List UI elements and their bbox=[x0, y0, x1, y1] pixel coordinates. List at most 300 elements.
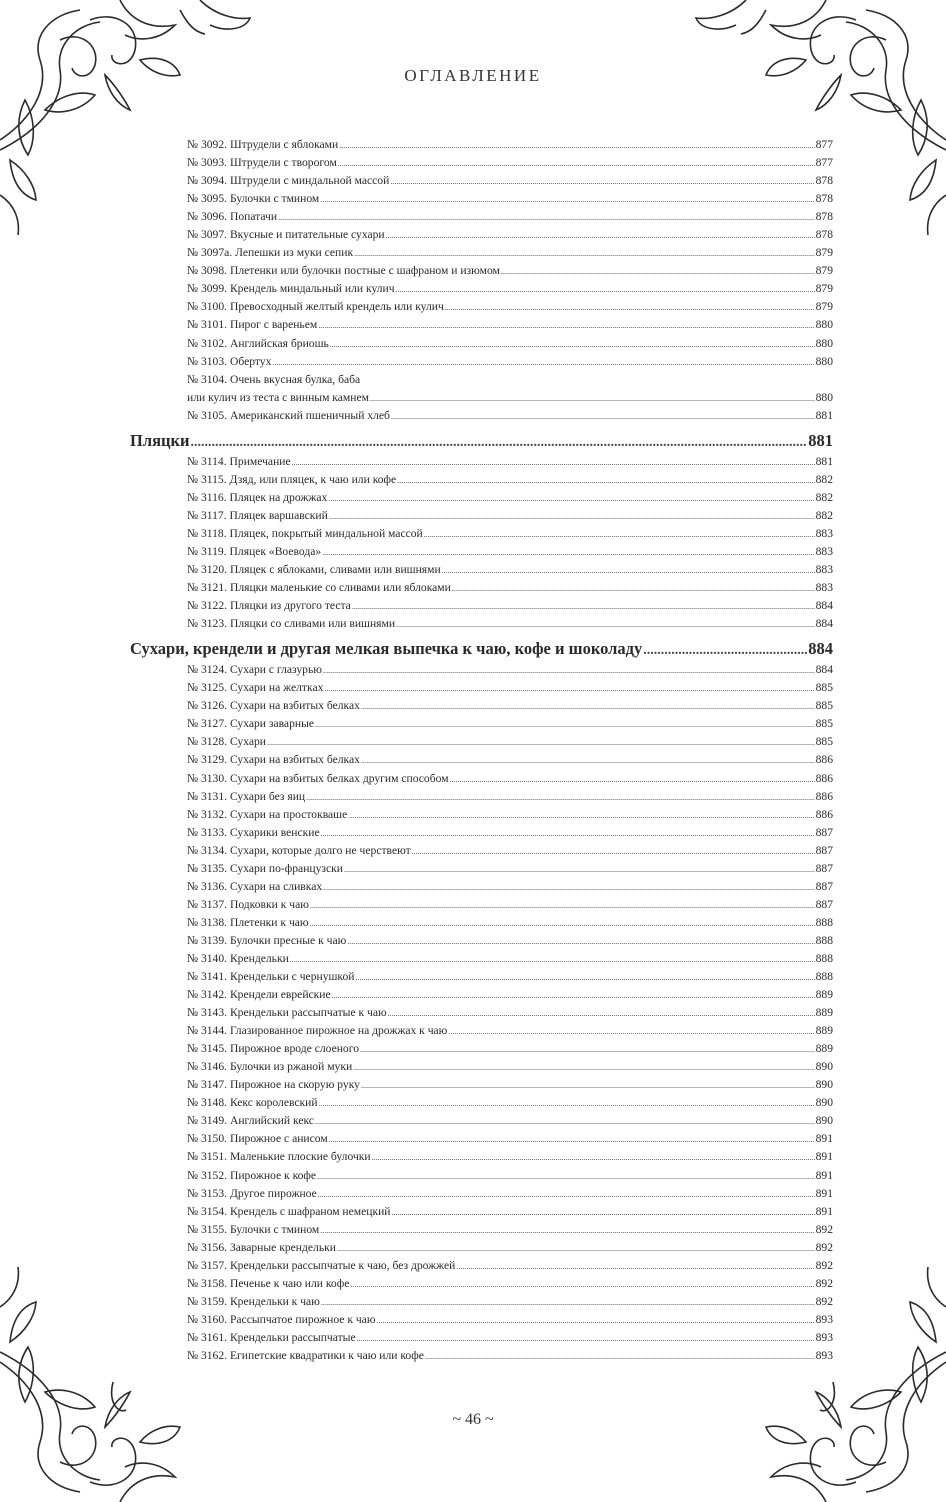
entry-title bbox=[187, 932, 346, 950]
entry-title-text: Обертух bbox=[229, 354, 272, 368]
toc-entry[interactable] bbox=[130, 1076, 833, 1094]
toc-entry[interactable] bbox=[130, 1221, 833, 1239]
dot-leader bbox=[353, 1059, 814, 1077]
entry-title-text: Примечание bbox=[229, 454, 291, 468]
dot-leader bbox=[290, 951, 815, 969]
entry-title-text: Пирожное на скорую руку bbox=[229, 1078, 360, 1092]
entry-page-number: 878 bbox=[815, 228, 833, 242]
toc-entry[interactable] bbox=[130, 806, 833, 824]
dot-leader bbox=[448, 1023, 814, 1041]
entry-number: № 3156. bbox=[187, 1240, 228, 1254]
entry-number: № 3129. bbox=[187, 753, 228, 767]
dot-leader bbox=[320, 1222, 814, 1240]
entry-page-number: 885 bbox=[815, 735, 833, 749]
dot-leader bbox=[339, 137, 814, 155]
entry-title bbox=[187, 543, 321, 561]
entry-title-text: Подковки к чаю bbox=[229, 897, 309, 911]
toc-entry[interactable] bbox=[130, 1293, 833, 1311]
entry-title-text: Заварные крендельки bbox=[229, 1240, 336, 1254]
toc-entry[interactable] bbox=[130, 208, 833, 226]
entry-page-number: 884 bbox=[815, 617, 833, 631]
entry-title bbox=[187, 154, 337, 172]
toc-entry[interactable] bbox=[130, 172, 833, 190]
entry-title bbox=[187, 407, 390, 425]
toc-entry[interactable] bbox=[130, 896, 833, 914]
entry-number: № 3117. bbox=[187, 508, 227, 522]
dot-leader bbox=[267, 734, 815, 752]
entry-title bbox=[187, 1148, 371, 1166]
entry-number: № 3098. bbox=[187, 264, 228, 278]
toc-entry[interactable] bbox=[130, 316, 833, 334]
toc-entry[interactable] bbox=[130, 751, 833, 769]
dot-leader bbox=[501, 263, 815, 281]
entry-number: № 3151. bbox=[187, 1150, 228, 1164]
dot-leader bbox=[318, 1186, 815, 1204]
entry-page-number: 879 bbox=[815, 246, 833, 260]
dot-leader bbox=[354, 245, 815, 263]
toc-entry[interactable] bbox=[130, 986, 833, 1004]
entry-title bbox=[187, 1329, 356, 1347]
entry-page-number: 888 bbox=[815, 915, 833, 929]
entry-page-number: 884 bbox=[815, 663, 833, 677]
entry-number: № 3161. bbox=[187, 1330, 228, 1344]
entry-page-number: 893 bbox=[815, 1330, 833, 1344]
entry-number: № 3092. bbox=[187, 138, 228, 151]
entry-title bbox=[187, 262, 500, 280]
entry-title bbox=[187, 1203, 391, 1221]
entry-number: № 3125. bbox=[187, 681, 228, 695]
entry-title-text: Крендельки bbox=[229, 951, 289, 965]
toc-entry[interactable] bbox=[130, 1185, 833, 1203]
entry-title bbox=[187, 1112, 314, 1130]
entry-title-text: Сухари на взбитых белках bbox=[229, 753, 360, 767]
entry-title-text: Крендель миндальный или кулич bbox=[229, 282, 395, 296]
entry-page-number: 892 bbox=[815, 1258, 833, 1272]
toc-entry[interactable] bbox=[130, 1094, 833, 1112]
toc-entry[interactable] bbox=[130, 1203, 833, 1221]
entry-number: № 3135. bbox=[187, 861, 228, 875]
entry-title-text: Другое пирожное bbox=[229, 1186, 317, 1200]
dot-leader bbox=[278, 209, 815, 227]
entry-number: № 3122. bbox=[187, 599, 228, 613]
dot-leader bbox=[392, 1204, 815, 1222]
toc-entry[interactable] bbox=[130, 950, 833, 968]
entry-page-number: 887 bbox=[815, 843, 833, 857]
entry-title-text: Сухари на желтках bbox=[229, 681, 324, 695]
entry-title-text: Штрудели с творогом bbox=[229, 156, 337, 170]
entry-page-number: 890 bbox=[815, 1060, 833, 1074]
dot-leader bbox=[323, 662, 815, 680]
toc-entry[interactable] bbox=[130, 1112, 833, 1130]
entry-number: № 3114. bbox=[187, 454, 227, 468]
toc-entry[interactable] bbox=[130, 1257, 833, 1275]
entry-page-number: 880 bbox=[815, 318, 833, 332]
entry-page-number: 885 bbox=[815, 699, 833, 713]
dot-leader bbox=[191, 431, 808, 455]
section-page-number: 884 bbox=[808, 639, 833, 659]
toc-entry[interactable] bbox=[130, 679, 833, 697]
dot-leader bbox=[445, 299, 815, 317]
entry-number: № 3120. bbox=[187, 563, 228, 577]
entry-number: № 3143. bbox=[187, 1006, 228, 1020]
entry-page-number: 878 bbox=[815, 210, 833, 224]
dot-leader bbox=[412, 843, 815, 861]
entry-title-text: Крендельки рассыпчатые к чаю bbox=[229, 1006, 387, 1020]
toc-entry[interactable] bbox=[130, 154, 833, 172]
dot-leader bbox=[424, 526, 815, 544]
toc-entry[interactable] bbox=[130, 335, 833, 353]
toc-entry[interactable] bbox=[130, 878, 833, 896]
entry-title-text: Пляцек, покрытый миндальной массой bbox=[229, 526, 423, 540]
entry-page-number: 890 bbox=[815, 1078, 833, 1092]
entry-title-text: Сухари на взбитых белках другим способом bbox=[229, 771, 449, 785]
entry-title bbox=[187, 661, 322, 679]
entry-page-number: 879 bbox=[815, 264, 833, 278]
entry-title bbox=[187, 1040, 359, 1058]
dot-leader bbox=[396, 616, 815, 634]
entry-title bbox=[187, 733, 266, 751]
entry-page-number: 886 bbox=[815, 789, 833, 803]
toc-entry[interactable] bbox=[130, 788, 833, 806]
entry-page-number: 892 bbox=[815, 1276, 833, 1290]
toc-entry[interactable] bbox=[130, 1167, 833, 1185]
entry-title-text: Превосходный желтый крендель или кулич bbox=[229, 300, 444, 314]
toc-entry[interactable] bbox=[130, 453, 833, 471]
entry-page-number: 881 bbox=[815, 408, 833, 422]
entry-title bbox=[187, 1347, 424, 1365]
dot-leader bbox=[350, 1276, 814, 1294]
entry-title-text: Попатачи bbox=[229, 210, 278, 224]
entry-title-text: Пирог с вареньем bbox=[229, 318, 318, 332]
entry-title bbox=[187, 1076, 360, 1094]
toc-entry[interactable] bbox=[130, 226, 833, 244]
entry-number: № 3126. bbox=[187, 699, 228, 713]
entry-title-text: Египетские квадратики к чаю или кофе bbox=[229, 1349, 424, 1362]
toc-entry[interactable] bbox=[130, 860, 833, 878]
toc-entry[interactable] bbox=[130, 280, 833, 298]
entry-number: № 3139. bbox=[187, 933, 228, 947]
entry-title bbox=[187, 507, 328, 525]
entry-title bbox=[187, 788, 305, 806]
entry-page-number: 888 bbox=[815, 951, 833, 965]
entry-title bbox=[187, 244, 353, 262]
entry-title-text: Пирожное вроде слоеного bbox=[229, 1042, 359, 1056]
entry-title-text: Сухари на взбитых белках bbox=[229, 699, 360, 713]
entry-title-text: Очень вкусная булка, баба bbox=[229, 372, 361, 386]
entry-number: № 3145. bbox=[187, 1042, 228, 1056]
entry-title bbox=[187, 1275, 349, 1293]
toc-entry[interactable] bbox=[130, 371, 833, 389]
entry-title-text: Сухари без яиц bbox=[229, 789, 306, 803]
entry-number: № 3093. bbox=[187, 156, 228, 170]
entry-page-number: 879 bbox=[815, 282, 833, 296]
entry-page-number: 890 bbox=[815, 1096, 833, 1110]
entry-number: № 3097а. bbox=[187, 246, 233, 260]
entry-title-text: Пляцек «Воевода» bbox=[229, 544, 322, 558]
toc-entry[interactable] bbox=[130, 661, 833, 679]
toc-entry[interactable] bbox=[130, 733, 833, 751]
entry-page-number: 891 bbox=[815, 1150, 833, 1164]
entry-number: № 3101. bbox=[187, 318, 228, 332]
entry-title bbox=[187, 1185, 317, 1203]
entry-title bbox=[187, 280, 395, 298]
toc-entry[interactable] bbox=[130, 1311, 833, 1329]
entry-number: № 3136. bbox=[187, 879, 228, 893]
entry-title bbox=[187, 896, 309, 914]
dot-leader bbox=[317, 1168, 815, 1186]
entry-title bbox=[187, 1130, 328, 1148]
entry-page-number: 893 bbox=[815, 1312, 833, 1326]
entry-title-text: Сухари по-французски bbox=[229, 861, 343, 875]
toc-entry[interactable] bbox=[130, 298, 833, 316]
dot-leader bbox=[352, 598, 815, 616]
dot-leader bbox=[328, 490, 814, 508]
entry-title bbox=[187, 371, 360, 389]
entry-page-number: 878 bbox=[815, 174, 833, 188]
toc-entry[interactable] bbox=[130, 489, 833, 507]
entry-title-text: Плетенки к чаю bbox=[229, 915, 309, 929]
entry-number: № 3128. bbox=[187, 735, 228, 749]
toc-section-heading[interactable] bbox=[130, 637, 833, 661]
dot-leader bbox=[456, 1258, 814, 1276]
toc-entry[interactable] bbox=[130, 561, 833, 579]
entry-number: № 3131. bbox=[187, 789, 228, 803]
entry-title-text: Булочки с тмином bbox=[229, 192, 320, 206]
entry-page-number: 889 bbox=[815, 988, 833, 1002]
toc-entry-continuation[interactable] bbox=[130, 389, 833, 407]
entry-page-number: 885 bbox=[815, 681, 833, 695]
entry-title bbox=[187, 615, 395, 633]
entry-number: № 3118. bbox=[187, 526, 227, 540]
entry-title-text: Сухари, которые долго не черствеют bbox=[229, 843, 411, 857]
toc-entry[interactable] bbox=[130, 543, 833, 561]
entry-number: № 3132. bbox=[187, 807, 228, 821]
entry-title-text: Лепешки из муки сепик bbox=[235, 246, 354, 260]
entry-number: № 3094. bbox=[187, 174, 228, 188]
dot-leader bbox=[357, 1330, 815, 1348]
entry-page-number: 882 bbox=[815, 472, 833, 486]
entry-title bbox=[187, 136, 338, 154]
entry-title bbox=[187, 1094, 318, 1112]
dot-leader bbox=[338, 155, 815, 173]
toc-entry[interactable] bbox=[130, 715, 833, 733]
toc-entry[interactable] bbox=[130, 1275, 833, 1293]
page-number: ~ 46 ~ bbox=[452, 1411, 494, 1428]
entry-title bbox=[187, 1239, 336, 1257]
dot-leader bbox=[388, 1005, 815, 1023]
entry-title bbox=[187, 679, 323, 697]
toc-entry[interactable] bbox=[130, 507, 833, 525]
dot-leader bbox=[344, 861, 815, 879]
entry-title bbox=[187, 561, 441, 579]
entry-page-number: 891 bbox=[815, 1204, 833, 1218]
dot-leader bbox=[329, 1131, 815, 1149]
toc-entry[interactable] bbox=[130, 1022, 833, 1040]
toc-entry[interactable] bbox=[130, 136, 833, 154]
entry-title bbox=[187, 1058, 352, 1076]
dot-leader bbox=[361, 698, 815, 716]
toc-entry[interactable] bbox=[130, 1329, 833, 1347]
entry-title bbox=[187, 172, 389, 190]
entry-page-number: 892 bbox=[815, 1240, 833, 1254]
toc-entry[interactable] bbox=[130, 842, 833, 860]
toc-entry[interactable] bbox=[130, 1347, 833, 1365]
entry-title-text: Булочки из ржаной муки bbox=[229, 1060, 353, 1074]
toc-entry[interactable] bbox=[130, 968, 833, 986]
dot-leader bbox=[318, 317, 814, 335]
entry-title-text: Сухари с глазурью bbox=[229, 663, 322, 677]
toc-entry[interactable] bbox=[130, 615, 833, 633]
entry-title-text: Пляцки из другого теста bbox=[229, 599, 351, 613]
toc-entry[interactable] bbox=[130, 1130, 833, 1148]
entry-title bbox=[187, 751, 360, 769]
entry-number: № 3103. bbox=[187, 354, 228, 368]
entry-page-number: 892 bbox=[815, 1222, 833, 1236]
entry-title-text: Печенье к чаю или кофе bbox=[229, 1276, 350, 1290]
dot-leader bbox=[386, 227, 815, 245]
entry-number: № 3155. bbox=[187, 1222, 228, 1236]
dot-leader bbox=[310, 915, 815, 933]
entry-title bbox=[187, 1293, 320, 1311]
entry-page-number: 892 bbox=[815, 1294, 833, 1308]
entry-title-text: Рассыпчатое пирожное к чаю bbox=[229, 1312, 376, 1326]
section-title: Пляцки bbox=[130, 430, 190, 450]
entry-number: № 3102. bbox=[187, 336, 228, 350]
entry-title-text: Кекс королевский bbox=[229, 1096, 318, 1110]
entry-page-number: 887 bbox=[815, 861, 833, 875]
entry-number: № 3127. bbox=[187, 717, 228, 731]
entry-page-number: 886 bbox=[815, 807, 833, 821]
entry-number: № 3100. bbox=[187, 300, 228, 314]
entry-number: № 3162. bbox=[187, 1349, 228, 1362]
entry-title-text: Пирожное к кофе bbox=[229, 1168, 317, 1182]
dot-leader bbox=[319, 1095, 815, 1113]
entry-page-number: 885 bbox=[815, 717, 833, 731]
toc-entry[interactable] bbox=[130, 1040, 833, 1058]
entry-page-number: 881 bbox=[815, 454, 833, 468]
entry-title bbox=[187, 806, 347, 824]
entry-title bbox=[187, 878, 322, 896]
dot-leader bbox=[397, 472, 814, 490]
entry-title-text: Штрудели с миндальной массой bbox=[229, 174, 390, 188]
entry-page-number: 883 bbox=[815, 563, 833, 577]
entry-title bbox=[187, 353, 271, 371]
entry-title bbox=[187, 335, 329, 353]
entry-page-number: 877 bbox=[815, 156, 833, 170]
entry-number: № 3147. bbox=[187, 1078, 228, 1092]
entry-title bbox=[187, 298, 444, 316]
entry-page-number: 880 bbox=[815, 336, 833, 350]
toc-entry[interactable] bbox=[130, 262, 833, 280]
toc-entry[interactable] bbox=[130, 353, 833, 371]
dot-leader bbox=[425, 1348, 815, 1366]
entry-number: № 3133. bbox=[187, 825, 228, 839]
entry-number: № 3144. bbox=[187, 1024, 228, 1038]
entry-title-text: Сухари заварные bbox=[229, 717, 315, 731]
entry-page-number: 888 bbox=[815, 970, 833, 984]
entry-title bbox=[187, 914, 309, 932]
entry-title bbox=[187, 1167, 316, 1185]
toc-entry[interactable] bbox=[130, 1058, 833, 1076]
entry-number: № 3097. bbox=[187, 228, 228, 242]
toc-entry[interactable] bbox=[130, 471, 833, 489]
entry-title-text: Сухари на сливках bbox=[229, 879, 323, 893]
entry-title-text: Крендельки к чаю bbox=[229, 1294, 320, 1308]
entry-page-number: 883 bbox=[815, 544, 833, 558]
entry-title-text: Дзяд, или пляцек, к чаю или кофе bbox=[229, 472, 397, 486]
entry-title-text: Вкусные и питательные сухари bbox=[229, 228, 385, 242]
entry-number: № 3157. bbox=[187, 1258, 228, 1272]
entry-page-number: 890 bbox=[815, 1114, 833, 1128]
toc-entry[interactable] bbox=[130, 1239, 833, 1257]
entry-title-text: Американский пшеничный хлеб bbox=[229, 408, 390, 422]
toc-entry[interactable] bbox=[130, 1004, 833, 1022]
dot-leader bbox=[292, 454, 815, 472]
toc-entry[interactable] bbox=[130, 697, 833, 715]
dot-leader bbox=[322, 544, 814, 562]
dot-leader bbox=[643, 639, 807, 663]
entry-title-text: Булочки пресные к чаю bbox=[229, 933, 347, 947]
dot-leader bbox=[306, 789, 814, 807]
entry-title-text: Плетенки или булочки постные с шафраном и изюмом bbox=[229, 264, 500, 278]
toc-entry[interactable] bbox=[130, 407, 833, 425]
dot-leader bbox=[348, 807, 814, 825]
entry-page-number: 888 bbox=[815, 933, 833, 947]
toc-entry[interactable] bbox=[130, 914, 833, 932]
entry-title-text: Пляцки маленькие со сливами или яблоками bbox=[229, 581, 451, 595]
toc-entry[interactable] bbox=[130, 932, 833, 950]
toc-entry[interactable] bbox=[130, 824, 833, 842]
toc-entry[interactable] bbox=[130, 190, 833, 208]
dot-leader bbox=[310, 897, 815, 915]
entry-page-number: 877 bbox=[815, 138, 833, 151]
entry-page-number: 889 bbox=[815, 1042, 833, 1056]
entry-title bbox=[187, 950, 289, 968]
entry-title bbox=[187, 715, 314, 733]
entry-number: № 3148. bbox=[187, 1096, 228, 1110]
toc-section-heading[interactable] bbox=[130, 429, 833, 453]
section-title: Сухари, крендели и другая мелкая выпечка к чаю, кофе и шоколаду bbox=[130, 639, 643, 659]
entry-number: № 3137. bbox=[187, 897, 228, 911]
dot-leader bbox=[315, 1113, 815, 1131]
toc-entry[interactable] bbox=[130, 1148, 833, 1166]
entry-number: № 3124. bbox=[187, 663, 228, 677]
toc-entry[interactable] bbox=[130, 579, 833, 597]
dot-leader bbox=[360, 1041, 815, 1059]
entry-title bbox=[187, 190, 319, 208]
toc-entry[interactable] bbox=[130, 770, 833, 788]
toc-entry[interactable] bbox=[130, 525, 833, 543]
entry-title bbox=[187, 1221, 319, 1239]
entry-title-text: Маленькие плоские булочки bbox=[229, 1150, 371, 1164]
entry-page-number: 889 bbox=[815, 1006, 833, 1020]
entry-number: № 3159. bbox=[187, 1294, 228, 1308]
entry-title-text: Английский кекс bbox=[229, 1114, 314, 1128]
entry-title-text: Пляцек варшавский bbox=[229, 508, 328, 522]
toc-entry[interactable] bbox=[130, 597, 833, 615]
entry-title-text: Крендели еврейские bbox=[229, 988, 331, 1002]
dot-leader bbox=[347, 933, 814, 951]
entry-number: № 3149. bbox=[187, 1114, 228, 1128]
toc-entry[interactable] bbox=[130, 244, 833, 262]
entry-number: № 3154. bbox=[187, 1204, 228, 1218]
dot-leader bbox=[361, 752, 815, 770]
dot-leader bbox=[320, 191, 814, 209]
entry-title-text: Глазированное пирожное на дрожжах к чаю bbox=[229, 1024, 448, 1038]
entry-number: № 3095. bbox=[187, 192, 228, 206]
entry-number: № 3158. bbox=[187, 1276, 228, 1290]
entry-title bbox=[187, 860, 343, 878]
